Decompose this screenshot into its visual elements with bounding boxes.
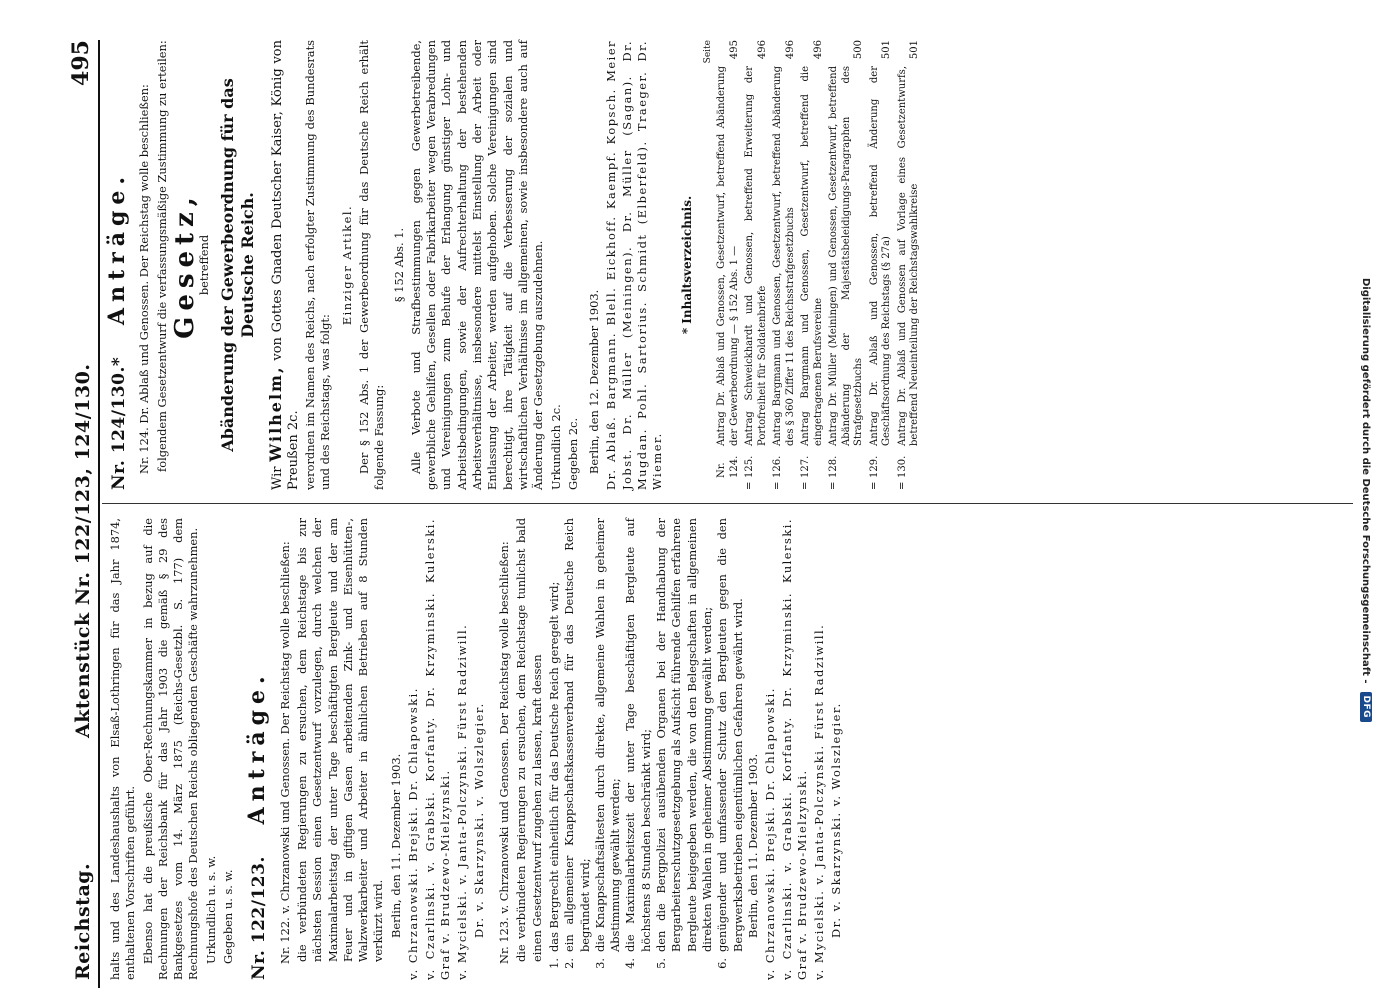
page-header bbox=[58, 40, 100, 988]
signer-line: v. Mycielski. v. Janta-Polczynski. Fürst Radziwill. bbox=[455, 623, 470, 980]
footer-text: Digitalisierung gefördert durch die Deutsche Forschungsgemeinschaft - bbox=[1360, 277, 1372, 684]
signers: Dr. Ablaß. Bargmann. Blell. Eickhoff. Kaempf. Kopsch. Meier Jobst. Dr. Müller (Meiningen). Dr. Müller (Sagan). Dr. Mugdan. Pohl. Sartorius. Schmidt (Elberfeld). Traeger. Dr. Wiemer. bbox=[604, 40, 665, 490]
artikel-text: Der § 152 Abs. 1 der Gewerbeordnung für das Deutsche Reich erhält folgende Fassung: bbox=[356, 40, 387, 490]
signer-line: v. Czarlinski. v. Grabski. Korfanty. Dr. Krzyminski. Kulerski. Graf v. Brudzewo-Mielzynski. bbox=[423, 518, 453, 980]
signer-line: v. Czarlinski. v. Grabski. Korfanty. Dr. Krzyminski. Kulerski. Graf v. Brudzewo-Mielzynski. bbox=[780, 518, 810, 980]
antrag-124-text: folgendem Gesetzentwurf die verfassungsmäßige Zustimmung zu erteilen: bbox=[154, 40, 169, 472]
antrag-122-date: Berlin, den 11. Dezember 1903. bbox=[388, 753, 403, 938]
verordnen-paragraph: verordnen im Namen des Reichs, nach erfolgter Zustimmung des Bundesrats und des Reichstags, was folgt: bbox=[303, 40, 333, 490]
toc-row: = 125. Antrag Schweickhardt und Genossen, betreffend Erweiterung der Portofreiheit für Soldatenbriefe 496 bbox=[744, 40, 768, 490]
toc-seite-label: Seite bbox=[702, 40, 713, 64]
artikel-heading: Einziger Artikel. bbox=[339, 204, 354, 326]
header-left: Reichstag. bbox=[72, 862, 94, 980]
signer-line: v. Mycielski. v. Janta-Polczynski. Fürst Radziwill. bbox=[812, 623, 827, 980]
list-item: 2. ein allgemeiner Knappschaftskassenverband für das Deutsche Reich begründet wird; bbox=[562, 518, 592, 969]
wir-paragraph: Wir Wilhelm, von Gottes Gnaden Deutscher Kaiser, König von Preußen 2c. bbox=[266, 40, 301, 490]
signer-line: Dr. v. Skarzynski. v. Wolszlegier. bbox=[472, 702, 487, 938]
antrag-123-signers bbox=[763, 518, 844, 980]
antrag-122-signers bbox=[406, 518, 487, 980]
intro-paragraph-1: halts und des Landeshaushalts von Elsaß-Lothringen für das Jahr 1874, enthaltenen Vorschriften geführt. bbox=[108, 518, 138, 980]
list-item: 6. genügender und umfassender Schutz den Bergleuten gegen die den Bergwerksbetrieben eigentümlichen Gefahren gewährt wird. bbox=[715, 518, 745, 969]
gesetz-heading: Gesetz, bbox=[169, 191, 200, 339]
section-heading-124-130 bbox=[104, 40, 130, 490]
intro-paragraph-2: Ebenso hat die preußische Ober-Rechnungskammer in bezug auf die Rechnungen der Reichsbank für das Jahr 1903 die gemäß § 29 des Bankgesetzes vom 14. März 1875 (Reichs-Gesetzbl. S. 177) dem Rechnungshofe des Deutschen Reichs obliegenden Geschäfte wahrzunehmen. bbox=[140, 518, 201, 980]
list-item: 1. das Bergrecht einheitlich für das Deutsche Reich geregelt wird; bbox=[546, 581, 561, 969]
digitization-footer bbox=[1349, 0, 1383, 1000]
antrag-124-head: Nr. 124. Dr. Ablaß und Genossen. Der Reichstag wolle beschließen: bbox=[137, 84, 152, 474]
intro-closing-1: Urkundlich u. s. w. bbox=[203, 855, 218, 964]
dfg-logo: DFG bbox=[1360, 692, 1372, 723]
antrag-123-intro: die verbündeten Regierungen zu ersuchen, dem Reichstage tunlichst bald einen Gesetzentwurf zugehen zu lassen, kraft dessen bbox=[514, 518, 544, 962]
antrag-123-date: Berlin, den 11. Dezember 1903. bbox=[745, 753, 760, 938]
column-divider bbox=[102, 503, 1353, 504]
toc-row: = 127. Antrag Bargmann und Genossen, Gesetzentwurf, betreffend die eingetragenen Berufsvereine 496 bbox=[800, 40, 824, 490]
toc-row: = 128. Antrag Dr. Müller (Meiningen) und Genossen, Gesetzentwurf, betreffend Abänderung der Majestätsbeleidigungs-Paragraphen des Strafgesetzbuchs 500 bbox=[828, 40, 865, 490]
left-column bbox=[108, 518, 846, 980]
list-item: 4. die Maximalarbeitszeit der unter Tage beschäftigten Bergleute auf höchstens 8 Stunden beschränkt wird; bbox=[623, 518, 653, 969]
signer-line: v. Chrzanowski. Brejski. Dr. Chlapowski. bbox=[406, 687, 421, 980]
toc-row: = 130. Antrag Dr. Ablaß und Genossen auf Vorlage eines Gesetzentwurfs, betreffend Neueinteilung der Reichstagswahlkreise 501 bbox=[896, 40, 921, 490]
toc-title: * Inhaltsverzeichnis. bbox=[679, 195, 694, 335]
paragraph-text: Alle Verbote und Strafbestimmungen gegen Gewerbetreibende, gewerbliche Gehilfen, Gesellen oder Fabrikarbeiter wegen Verabredungen und Vereinigungen zum Behufe der Erlangung günstiger Lohn- und Arbeitsbedingungen, sowie der Aufrechterhaltung der bestehenden Arbeitsverhältnisse, insbesondere mittelst Einstellung der Arbeit oder Entlassung der Arbeiter, werden aufgehoben. Solche Vereinigungen sind berechtigt, ihre Tätigkeit auf die Verbesserung der sozialen und wirtschaftlichen Verhältnisse im allgemeinen, sowie insbesondere auch auf Änderung der Gesetzgebung auszudehnen. bbox=[408, 40, 546, 490]
toc-row: = 129. Antrag Dr. Ablaß und Genossen, betreffend Änderung der Geschäftsordnung des Reichstags (§ 27a) 501 bbox=[868, 40, 893, 490]
signer-line: v. Chrzanowski. Brejski. Dr. Chlapowski. bbox=[763, 687, 778, 980]
intro-closing-2: Gegeben u. s. w. bbox=[221, 869, 236, 964]
table-of-contents bbox=[716, 40, 922, 490]
section-number: Nr. 122/123. bbox=[249, 856, 270, 980]
closing-2: Gegeben 2c. bbox=[565, 417, 580, 490]
toc-row: Nr. 124. Antrag Dr. Ablaß und Genossen, Gesetzentwurf, betreffend Abänderung der Gewerbeordnung — § 152 Abs. 1 — 495 bbox=[716, 40, 740, 478]
section-heading-122-123 bbox=[244, 518, 271, 980]
betreffend-label: betreffend bbox=[197, 234, 212, 296]
closing-1: Urkundlich 2c. bbox=[548, 404, 563, 490]
signer-line: Dr. v. Skarzynski. v. Wolszlegier. bbox=[829, 702, 844, 938]
section-title: Anträge. bbox=[244, 670, 271, 825]
antrag-123-head: Nr. 123. v. Chrzanowski und Genossen. Der Reichstag wolle beschließen: bbox=[497, 541, 512, 964]
section-title: Anträge. bbox=[104, 170, 130, 326]
antrag-123-items bbox=[547, 518, 746, 980]
list-item: 5. den die Bergpolizei ausübenden Organen bei der Handhabung der Bergarbeiterschutzgesetzgebung als Aufsicht führende Gehilfen erfahrene Bergleute beigegeben werden, die von den Belegschaften in allgemeinen direkten Wahlen in geheimer Abstimmung gewählt werden; bbox=[654, 518, 714, 969]
antrag-122-head: Nr. 122. v. Chrzanowski und Genossen. Der Reichstag wolle beschließen: bbox=[277, 541, 292, 964]
right-column bbox=[104, 40, 925, 490]
signing-date: Berlin, den 12. Dezember 1903. bbox=[587, 289, 602, 474]
antrag-122-text: die verbündeten Regierungen zu ersuchen, dem Reichstage bis zur nächsten Session einen Gesetzentwurf vorzulegen, durch welchen der Maximalarbeitstag der unter Tage beschäftigten Bergleute und der am Feuer und in giftigen Gasen arbeitenden Zink- und Eisenhütten-, Walzwerkarbeiter und Arbeiter in ähnlichen Betrieben auf 8 Stunden verkürzt wird. bbox=[294, 518, 386, 962]
page-number: 495 bbox=[68, 40, 94, 86]
toc-row: = 126. Antrag Bargmann und Genossen, Gesetzentwurf, betreffend Abänderung des § 360 Ziffer 11 des Reichsstrafgesetzbuchs 496 bbox=[772, 40, 796, 490]
law-title: Abänderung der Gewerbeordnung für das Deutsche Reich. bbox=[218, 78, 258, 452]
emperor-name: Wilhelm, bbox=[266, 365, 286, 462]
list-item: 3. die Knappschaftsältesten durch direkte, allgemeine Wahlen in geheimer Abstimmung gewählt werden; bbox=[592, 518, 623, 969]
header-center: Aktenstück Nr. 122/123, 124/130. bbox=[72, 363, 94, 738]
paragraph-heading: § 152 Abs. 1. bbox=[391, 227, 406, 303]
section-number: Nr. 124/130.* bbox=[109, 356, 129, 490]
emperor-title: von Gottes Gnaden Deutscher Kaiser, König von Preußen 2c. bbox=[270, 40, 301, 490]
